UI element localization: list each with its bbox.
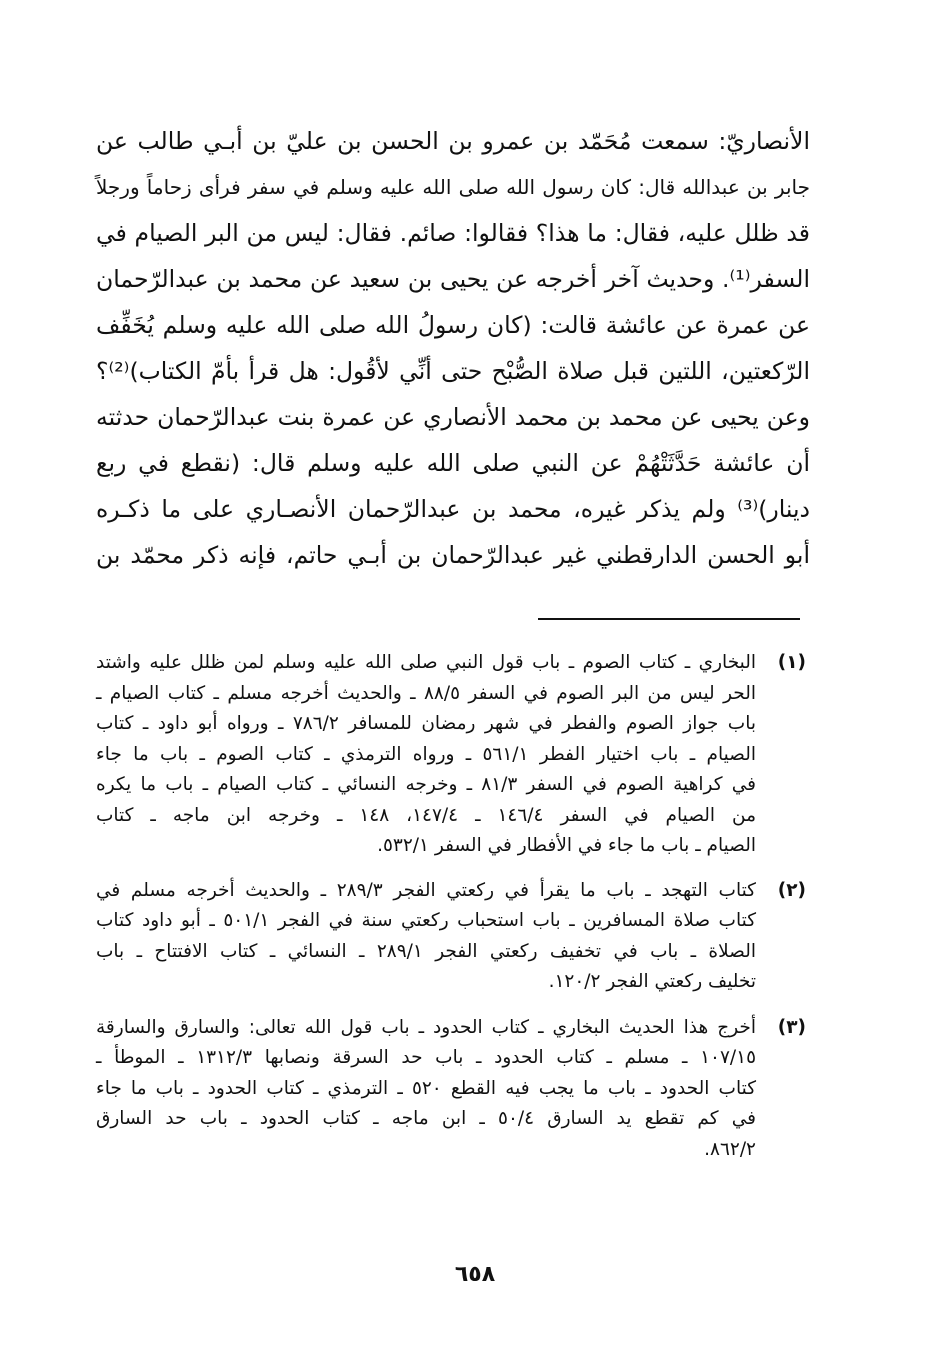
footnote-body xyxy=(96,876,756,998)
page-number: ٦٥٨ xyxy=(454,1262,496,1287)
footnote-line: ٨٦٢/٢. xyxy=(704,1138,756,1160)
footnote-line: البخاري ـ كتاب الصوم ـ باب قول النبي صلى الله عليه وسلم لمن ظلل عليه واشتد xyxy=(96,652,756,673)
footnote-line: في كم تقطع يد السارق ٥٠/٤ ـ ابن ماجه ـ كتاب الحدود ـ باب حد السارق xyxy=(96,1108,756,1129)
footnote-line: تخليف ركعتي الفجر ١٢٠/٢. xyxy=(548,971,756,992)
main-text-line: جابر بن عبدالله قال: كان رسول الله صلى الله عليه وسلم في سفر فرأى زحاماً ورجلاً xyxy=(96,175,810,199)
footnote-line: الصلاة ـ باب في تخفيف ركعتي الفجر ٢٨٩/١ ـ النسائي ـ كتاب الافتتاح ـ باب xyxy=(96,940,756,962)
footnote-line: باب جواز الصوم والفطر في شهر رمضان للمسافر ٧٨٦/٢ ـ ورواه أبو داود ـ كتاب xyxy=(96,713,756,734)
footnote-number: (٢) xyxy=(777,879,806,901)
footnote-line: في كراهية الصوم في السفر ٨١/٣ ـ وخرجه النسائي ـ كتاب الصيام ـ باب ما يكره xyxy=(96,774,756,795)
footnote-line: ١٠٧/١٥ ـ مسلم ـ كتاب الحدود ـ باب حد السرقة ونصابها ١٣١٢/٣ ـ الموطأ ـ xyxy=(96,1047,757,1068)
footnote-1 xyxy=(96,648,806,862)
footnote-2 xyxy=(96,876,806,998)
main-text-line: عن عمرة عن عائشة قالت: (كان رسولُ الله صلى الله عليه وسلم يُخَفِّف xyxy=(96,311,810,339)
footnote-line: كتاب صلاة المسافرين ـ باب استحباب ركعتي سنة في الفجر ٥٠١/١ ـ أبو داود كتاب xyxy=(96,910,756,931)
footnote-body xyxy=(96,1013,756,1166)
footnote-line: الصيام ـ باب ما جاء في الأفطار في السفر ٥٣٢/١. xyxy=(377,835,756,856)
footnote-line: كتاب الحدود ـ باب ما يجب فيه القطع ٥٢٠ ـ الترمذي ـ كتاب الحدود ـ باب ما جاء xyxy=(96,1077,756,1099)
main-text-line: أبو الحسن الدارقطني غير عبدالرّحمان بن أبـي حاتم، فإنه ذكر محمّد بن xyxy=(96,541,810,569)
footnotes-section xyxy=(96,648,806,1179)
footnote-line: الحر ليس من البر الصوم في السفر ٨٨/٥ ـ والحديث أخرجه مسلم ـ كتاب الصيام ـ xyxy=(96,682,756,704)
main-text-line: قد ظلل عليه، فقال: ما هذا؟ فقالوا: صائم. فقال: ليس من البر الصيام في xyxy=(96,219,810,247)
footnote-line: من الصيام في السفر ١٤٦/٤ ـ ١٤٧/٤، ١٤٨ ـ وخرجه ابن ماجه ـ كتاب xyxy=(96,804,756,826)
footnote-divider xyxy=(538,618,800,620)
footnote-line: كتاب التهجد ـ باب ما يقرأ في ركعتي الفجر ٢٨٩/٣ ـ والحديث أخرجه مسلم في xyxy=(96,879,756,901)
main-text-block xyxy=(96,118,810,578)
footnote-3 xyxy=(96,1013,806,1166)
main-text-line: السفر⁽¹⁾. وحديث آخر أخرجه عن يحيى بن سعيد عن محمد بن عبدالرّحمان xyxy=(96,265,810,293)
main-text-line: الأنصاريّ: سمعت مُحَمّد بن عمرو بن الحسن بن عليّ بن أبـي طالب عن xyxy=(96,127,810,155)
main-text-line: الرّكعتين، اللتين قبل صلاة الصُّبْح حتى أنِّي لأقُول: هل قرأ بأمّ الكتاب)⁽²⁾؟ xyxy=(96,357,810,385)
footnote-line: أخرج هذا الحديث البخاري ـ كتاب الحدود ـ باب قول الله تعالى: والسارق والسارقة xyxy=(96,1016,756,1038)
footnote-number: (٣) xyxy=(777,1016,806,1038)
footnote-line: الصيام ـ باب اختيار الفطر ٥٦١/١ ـ ورواه الترمذي ـ كتاب الصوم ـ باب ما جاء xyxy=(96,743,756,765)
main-text-line: دينار)⁽³⁾ ولم يذكر غيره، محمد بن عبدالرّحمان الأنصـاري على ما ذكـره xyxy=(96,495,810,523)
footnote-body xyxy=(96,648,756,862)
footnote-number: (١) xyxy=(777,652,806,673)
main-text-line: أن عائشة حَدَّثَتْهُمْ عن النبي صلى الله عليه وسلم قال: (نقطع في ربع xyxy=(96,449,810,477)
main-text-line: وعن يحيى عن محمد بن محمد الأنصاري عن عمرة بنت عبدالرّحمان حدثته xyxy=(96,403,810,431)
